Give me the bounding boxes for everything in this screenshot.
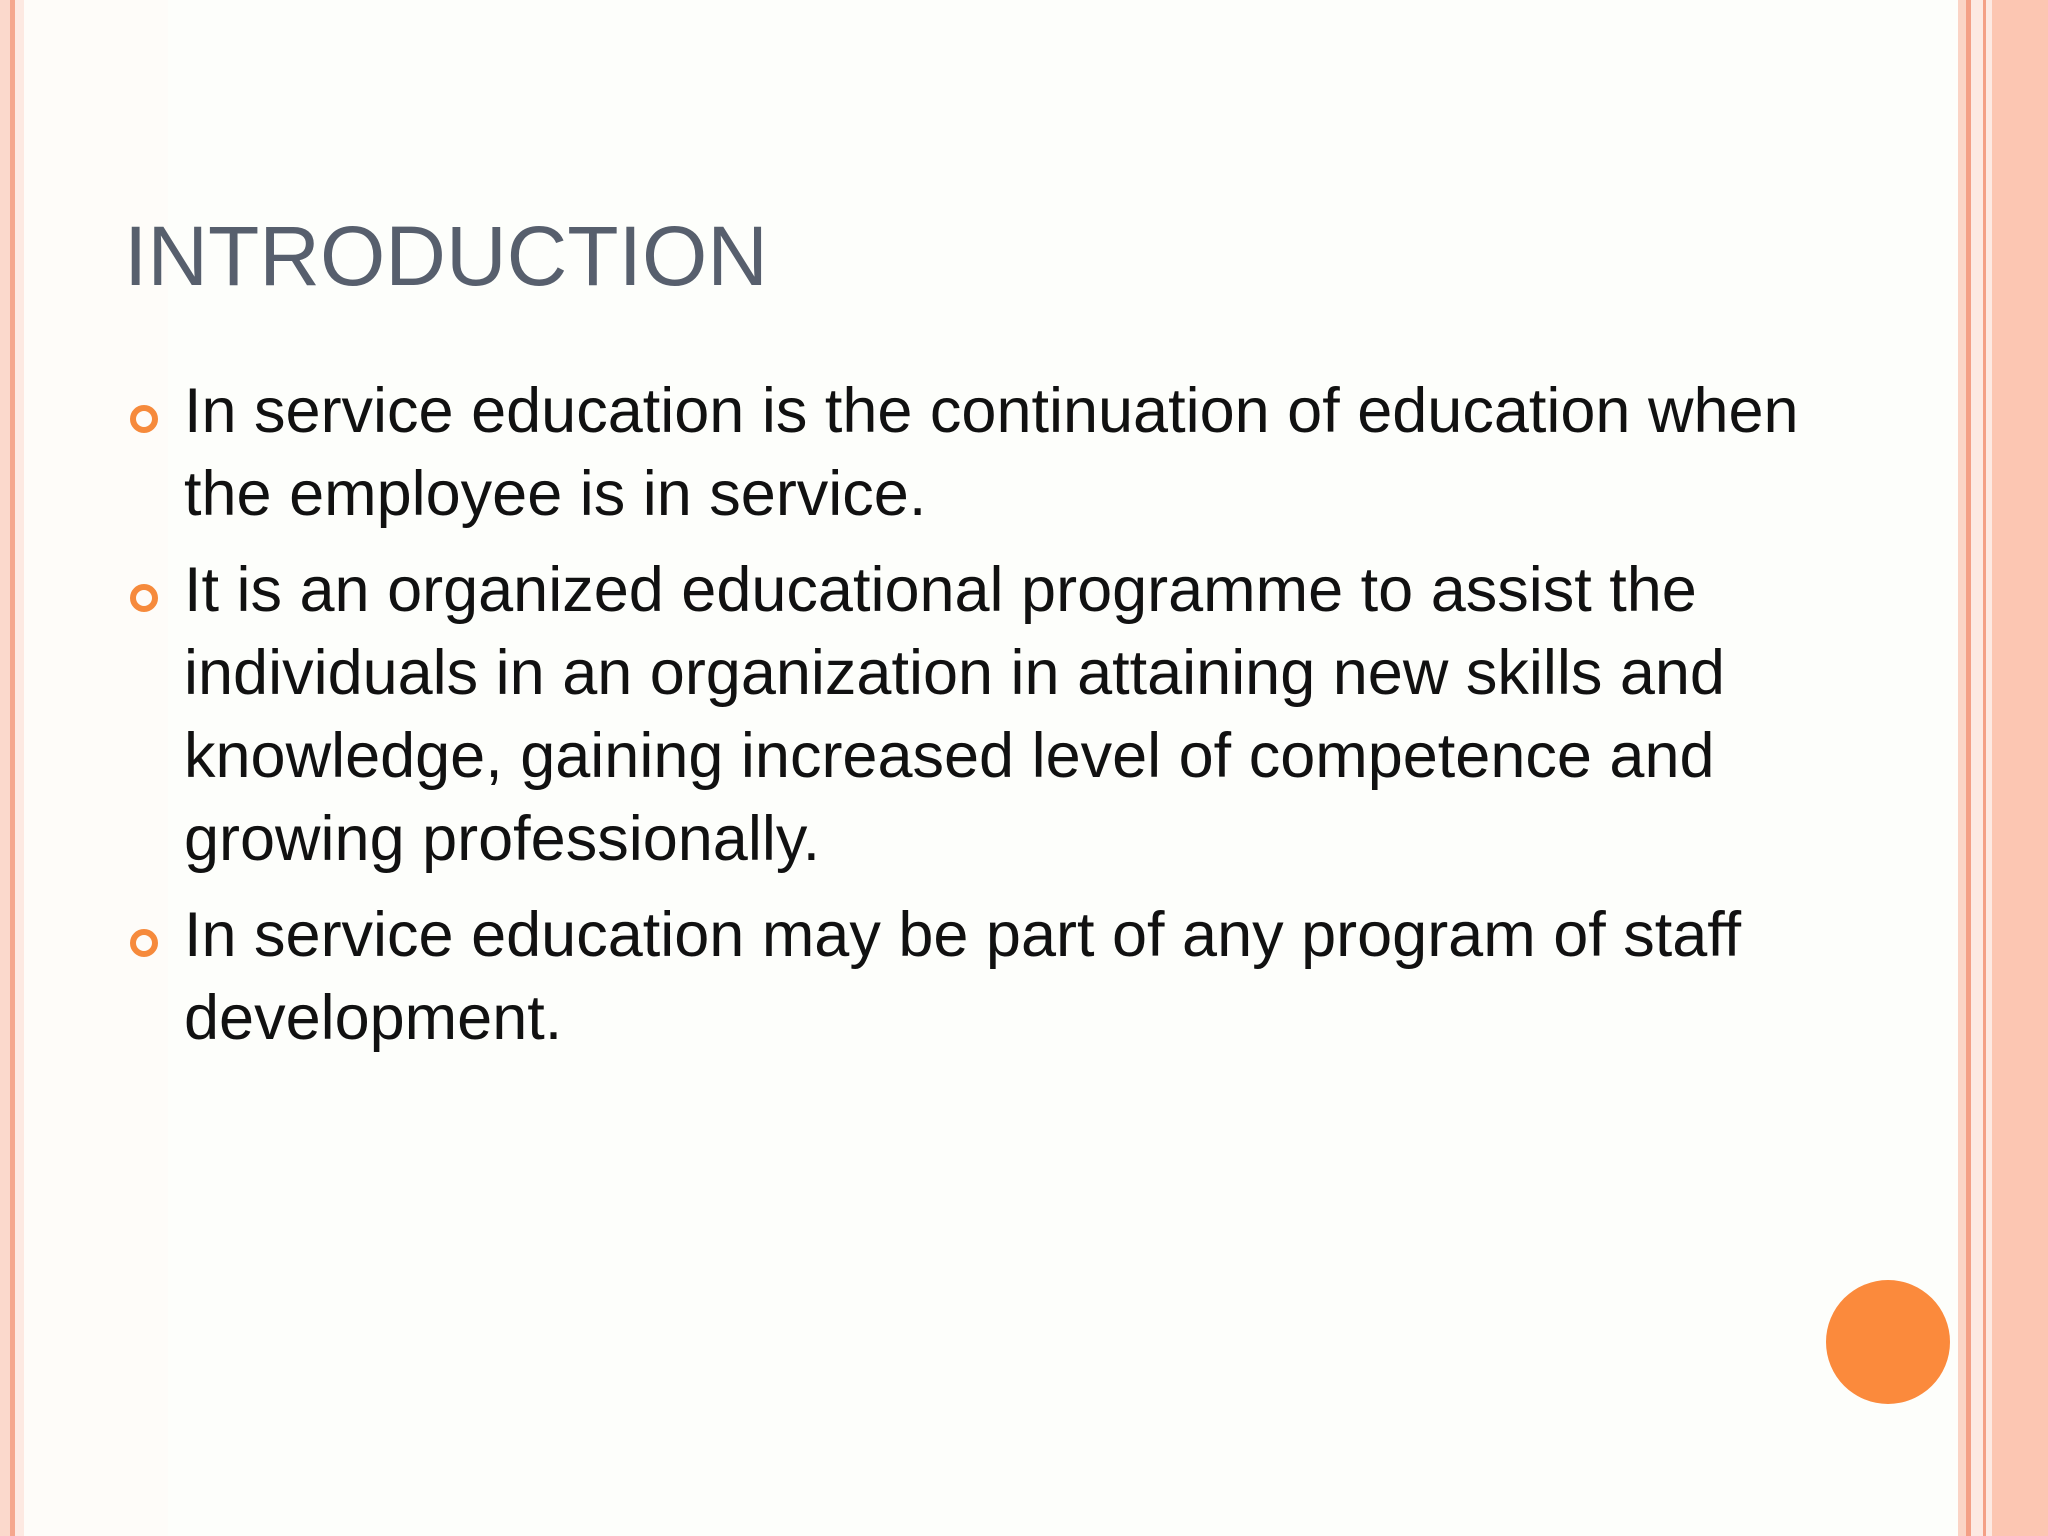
left-border-stripe xyxy=(15,0,24,1536)
hollow-circle-bullet-icon xyxy=(130,405,158,433)
hollow-circle-bullet-icon xyxy=(130,584,158,612)
right-border-stripe xyxy=(1971,0,1983,1536)
orange-circle-decoration xyxy=(1826,1280,1950,1404)
right-border-band xyxy=(1992,0,2048,1536)
bullet-text: In service education is the continuation of education when the employee is in service. xyxy=(184,376,1799,529)
bullet-list xyxy=(124,370,1824,1073)
bullet-item xyxy=(124,894,1824,1060)
left-border-stripe xyxy=(0,0,10,1536)
right-border-stripe xyxy=(1958,0,1966,1536)
bullet-text: It is an organized educational programme to assist the individuals in an organization in attaining new skills and knowledge, gaining increased level of competence and growing professionally. xyxy=(184,555,1725,874)
bullet-item xyxy=(124,370,1824,536)
bullet-text: In service education may be part of any program of staff development. xyxy=(184,900,1742,1053)
hollow-circle-bullet-icon xyxy=(130,929,158,957)
slide-title: INTRODUCTION xyxy=(124,209,768,303)
bullet-item xyxy=(124,549,1824,881)
